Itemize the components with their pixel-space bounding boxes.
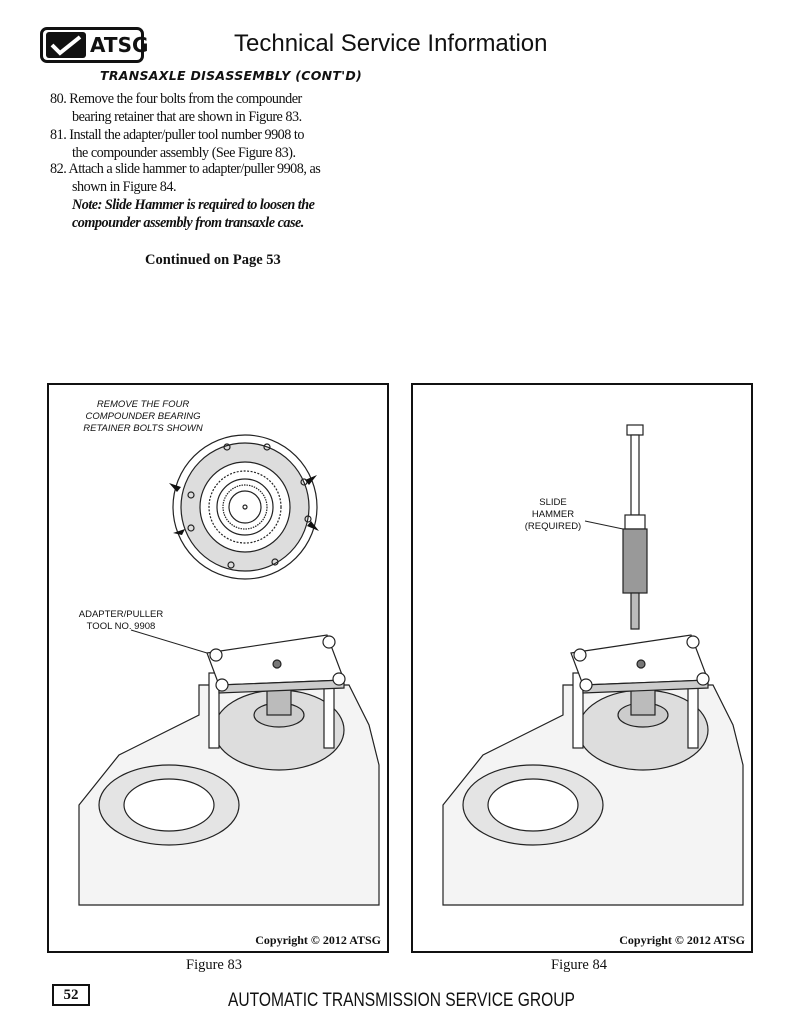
step-text: bearing retainer that are shown in Figure 83.: [72, 109, 302, 125]
step-81: [50, 126, 304, 162]
figure-83: [47, 383, 389, 953]
note-text: Note: Slide Hammer is required to loosen the: [72, 197, 315, 213]
logo-text: ATSG: [90, 33, 149, 57]
copyright: Copyright © 2012 ATSG: [255, 933, 381, 947]
section-title: TRANSAXLE DISASSEMBLY (CONT'D): [100, 68, 363, 83]
page-number: 52: [52, 984, 90, 1006]
step-text: 81. Install the adapter/puller tool number 9908 to: [50, 127, 304, 143]
step-text: shown in Figure 84.: [72, 179, 176, 195]
step-text: the compounder assembly (See Figure 83).: [72, 145, 296, 161]
callout-adapter-puller: ADAPTER/PULLER TOOL NO. 9908: [78, 609, 164, 632]
footer-text: AUTOMATIC TRANSMISSION SERVICE GROUP: [228, 990, 575, 1011]
page-title: Technical Service Information: [234, 30, 548, 57]
step-82: [50, 160, 320, 232]
figure-84-caption: Figure 84: [551, 957, 607, 973]
step-text: 82. Attach a slide hammer to adapter/puller 9908, as: [50, 161, 321, 177]
figure-83-caption: Figure 83: [186, 957, 242, 973]
figure-84: [411, 383, 753, 953]
continued-note: Continued on Page 53: [145, 252, 281, 268]
step-text: 80. Remove the four bolts from the compounder: [50, 91, 302, 107]
callout-remove-bolts: REMOVE THE FOUR COMPOUNDER BEARING RETAINER BOLTS SHOWN: [83, 399, 203, 434]
callout-slide-hammer: SLIDE HAMMER (REQUIRED): [524, 497, 582, 532]
step-80: [50, 90, 302, 126]
copyright: Copyright © 2012 ATSG: [619, 933, 745, 947]
checkmark-icon: [46, 32, 86, 58]
atsg-logo: [40, 27, 149, 63]
note-text: compounder assembly from transaxle case.: [72, 215, 304, 231]
compounder-illustration: [49, 385, 389, 953]
slide-hammer-illustration: [413, 385, 753, 953]
